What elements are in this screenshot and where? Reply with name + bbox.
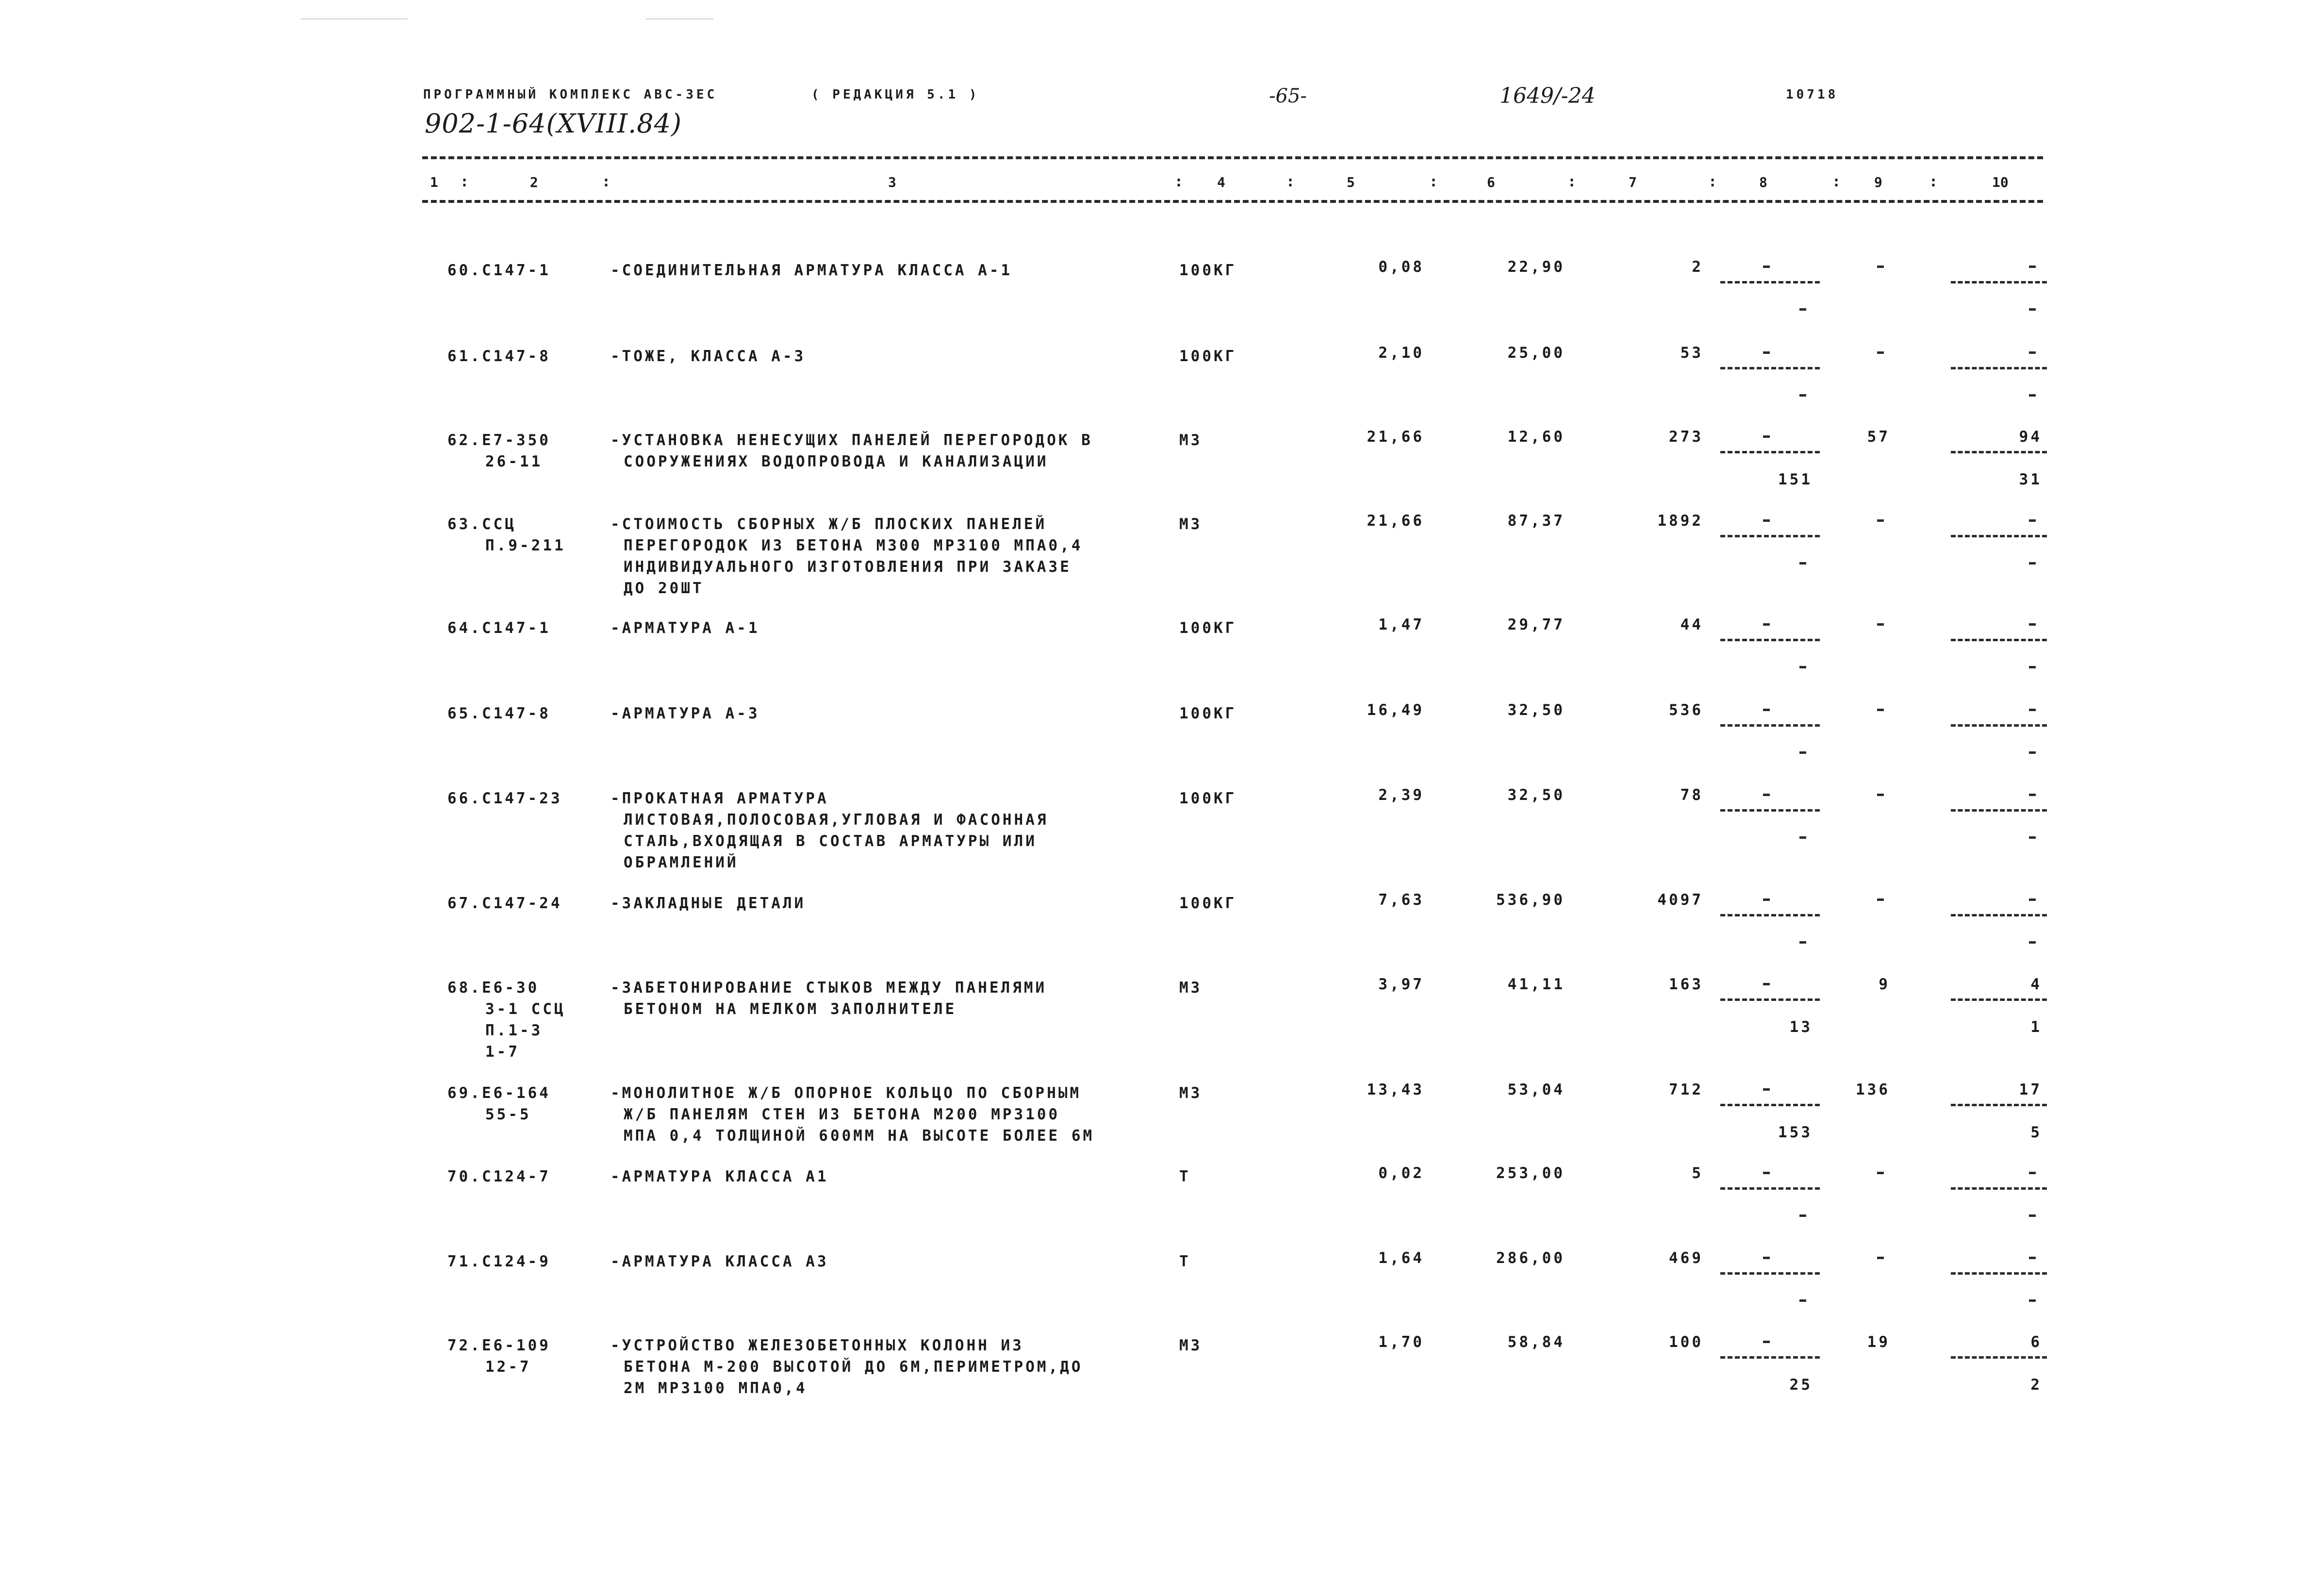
row-col8-top xyxy=(1763,709,1770,711)
row-code: 12-7 xyxy=(485,1358,531,1376)
row-col8-fraction-line xyxy=(1720,535,1820,537)
row-col8-bottom xyxy=(1799,562,1806,565)
row-code: 70.С124-7 xyxy=(447,1168,551,1185)
row-description: -АРМАТУРА А-3 xyxy=(610,705,760,722)
column-number-10: 10 xyxy=(1992,174,2009,190)
row-col10-bottom: 2 xyxy=(2030,1376,2042,1394)
row-code: 71.С124-9 xyxy=(447,1253,551,1270)
row-total: 536 xyxy=(1669,701,1703,719)
row-col9 xyxy=(1877,519,1884,522)
row-col10-bottom xyxy=(2029,1299,2036,1302)
row-quantity: 7,63 xyxy=(1378,891,1424,909)
row-unit-price: 32,50 xyxy=(1507,701,1565,719)
column-separator: : xyxy=(1929,173,1938,190)
row-col8-fraction-line xyxy=(1720,1356,1820,1359)
row-col10-bottom: 31 xyxy=(2019,471,2042,488)
row-col8-top xyxy=(1763,266,1770,268)
row-col8-bottom xyxy=(1799,751,1806,754)
row-col8-top xyxy=(1763,623,1770,626)
row-description: БЕТОНА М-200 ВЫСОТОЙ ДО 6М,ПЕРИМЕТРОМ,ДО xyxy=(624,1358,1083,1376)
row-col8-fraction-line xyxy=(1720,914,1820,916)
row-col8-bottom: 25 xyxy=(1789,1376,1813,1394)
row-unit-price: 22,90 xyxy=(1507,258,1565,276)
row-code: П.9-211 xyxy=(485,537,566,554)
row-col9 xyxy=(1877,898,1884,901)
row-col8-top xyxy=(1763,983,1770,985)
row-code: 68.Е6-30 xyxy=(447,979,540,997)
row-col8-top xyxy=(1763,1341,1770,1343)
column-number-1: 1 xyxy=(430,174,438,190)
row-quantity: 3,97 xyxy=(1378,976,1424,993)
row-description: -СОЕДИНИТЕЛЬНАЯ АРМАТУРА КЛАССА А-1 xyxy=(610,262,1013,279)
column-number-2: 2 xyxy=(530,174,538,190)
row-col8-bottom xyxy=(1799,666,1806,668)
row-description: -ЗАКЛАДНЫЕ ДЕТАЛИ xyxy=(610,895,806,912)
row-code: 62.Е7-350 xyxy=(447,432,551,449)
row-col9: 136 xyxy=(1856,1081,1890,1098)
row-col8-top xyxy=(1763,519,1770,522)
row-col8-fraction-line xyxy=(1720,1187,1820,1190)
row-col8-top xyxy=(1763,435,1770,438)
row-unit: 100КГ xyxy=(1179,705,1237,722)
row-description: БЕТОНОМ НА МЕЛКОМ ЗАПОЛНИТЕЛЕ xyxy=(624,1000,957,1018)
row-col10-fraction-line xyxy=(1951,1272,2047,1275)
column-separator: : xyxy=(1174,173,1184,190)
project-code: 902-1-64(XVIII.84) xyxy=(425,108,682,139)
row-col9 xyxy=(1877,794,1884,796)
row-quantity: 2,10 xyxy=(1378,344,1424,362)
row-col8-bottom xyxy=(1799,394,1806,397)
row-col8-fraction-line xyxy=(1720,998,1820,1001)
scan-artifact xyxy=(645,18,713,19)
row-quantity: 1,47 xyxy=(1378,616,1424,633)
row-quantity: 1,70 xyxy=(1378,1333,1424,1351)
row-unit-price: 536,90 xyxy=(1496,891,1565,909)
row-col8-top xyxy=(1763,898,1770,901)
row-col10-fraction-line xyxy=(1951,367,2047,369)
row-col10-fraction-line xyxy=(1951,1187,2047,1190)
column-number-7: 7 xyxy=(1629,174,1637,190)
edition-label: ( РЕДАКЦИЯ 5.1 ) xyxy=(811,87,980,102)
row-col9 xyxy=(1877,623,1884,626)
row-description: МПА 0,4 ТОЛЩИНОЙ 600ММ НА ВЫСОТЕ БОЛЕЕ 6М xyxy=(624,1127,1095,1145)
row-unit: М3 xyxy=(1179,515,1203,533)
row-unit-price: 29,77 xyxy=(1507,616,1565,633)
row-col8-bottom xyxy=(1799,836,1806,839)
row-col9 xyxy=(1877,1257,1884,1259)
row-total: 4097 xyxy=(1657,891,1703,909)
row-unit: 100КГ xyxy=(1179,619,1237,637)
row-description: -УСТРОЙСТВО ЖЕЛЕЗОБЕТОННЫХ КОЛОНН ИЗ xyxy=(610,1337,1024,1354)
row-col10-top xyxy=(2029,266,2036,268)
row-col9: 57 xyxy=(1867,428,1890,446)
row-total: 44 xyxy=(1680,616,1703,633)
row-unit-price: 253,00 xyxy=(1496,1164,1565,1182)
row-col8-fraction-line xyxy=(1720,639,1820,641)
row-description: ЛИСТОВАЯ,ПОЛОСОВАЯ,УГЛОВАЯ И ФАСОННАЯ xyxy=(624,811,1049,829)
row-col8-top xyxy=(1763,1172,1770,1174)
row-col8-fraction-line xyxy=(1720,1272,1820,1275)
row-unit: М3 xyxy=(1179,979,1203,997)
column-separator: : xyxy=(1429,173,1438,190)
column-number-8: 8 xyxy=(1759,174,1767,190)
row-col9: 9 xyxy=(1879,976,1890,993)
row-col8-bottom: 13 xyxy=(1789,1018,1813,1036)
row-col8-bottom xyxy=(1799,308,1806,311)
row-code: 63.ССЦ xyxy=(447,515,516,533)
row-col10-top: 4 xyxy=(2030,976,2042,993)
row-col10-top: 94 xyxy=(2019,428,2042,446)
row-unit: Т xyxy=(1179,1168,1191,1185)
row-col8-top xyxy=(1763,351,1770,354)
row-total: 163 xyxy=(1669,976,1703,993)
row-col10-top xyxy=(2029,351,2036,354)
row-description: -АРМАТУРА КЛАССА А1 xyxy=(610,1168,829,1185)
scan-artifact xyxy=(301,18,408,19)
row-col9 xyxy=(1877,709,1884,711)
column-separator: : xyxy=(1286,173,1295,190)
page-number: -65- xyxy=(1269,85,1307,107)
row-col10-top xyxy=(2029,519,2036,522)
row-unit: Т xyxy=(1179,1253,1191,1270)
row-col10-top xyxy=(2029,1257,2036,1259)
row-col8-bottom: 151 xyxy=(1778,471,1813,488)
row-quantity: 21,66 xyxy=(1367,428,1424,446)
column-separator: : xyxy=(460,173,469,190)
row-unit: М3 xyxy=(1179,1084,1203,1102)
table-top-rule xyxy=(422,156,2043,159)
row-col10-bottom xyxy=(2029,666,2036,668)
row-unit-price: 58,84 xyxy=(1507,1333,1565,1351)
row-col10-fraction-line xyxy=(1951,535,2047,537)
row-unit: М3 xyxy=(1179,1337,1203,1354)
row-code: 61.С147-8 xyxy=(447,348,551,365)
row-unit: 100КГ xyxy=(1179,348,1237,365)
row-description: -МОНОЛИТНОЕ Ж/Б ОПОРНОЕ КОЛЬЦО ПО СБОРНЫМ xyxy=(610,1084,1082,1102)
row-col8-fraction-line xyxy=(1720,724,1820,727)
column-separator: : xyxy=(1832,173,1841,190)
row-description: 2М МРЗ100 МПА0,4 xyxy=(624,1380,808,1397)
row-description: Ж/Б ПАНЕЛЯМ СТЕН ИЗ БЕТОНА М200 МРЗ100 xyxy=(624,1106,1060,1123)
row-quantity: 1,64 xyxy=(1378,1249,1424,1267)
column-separator: : xyxy=(1567,173,1577,190)
column-separator: : xyxy=(602,173,611,190)
row-quantity: 21,66 xyxy=(1367,512,1424,530)
row-col10-bottom xyxy=(2029,394,2036,397)
row-description: СООРУЖЕНИЯХ ВОДОПРОВОДА И КАНАЛИЗАЦИИ xyxy=(624,453,1049,470)
row-col10-top: 6 xyxy=(2030,1333,2042,1351)
row-description: -УСТАНОВКА НЕНЕСУЩИХ ПАНЕЛЕЙ ПЕРЕГОРОДОК В xyxy=(610,432,1093,449)
row-description: -ПРОКАТНАЯ АРМАТУРА xyxy=(610,790,829,807)
row-col9 xyxy=(1877,1172,1884,1174)
row-description: -АРМАТУРА КЛАССА А3 xyxy=(610,1253,829,1270)
row-description: ДО 20ШТ xyxy=(624,580,704,597)
row-col10-fraction-line xyxy=(1951,281,2047,283)
row-col10-fraction-line xyxy=(1951,451,2047,453)
row-description: -АРМАТУРА А-1 xyxy=(610,619,760,637)
row-col10-bottom xyxy=(2029,751,2036,754)
row-code: 66.С147-23 xyxy=(447,790,562,807)
row-col8-top xyxy=(1763,794,1770,796)
column-number-9: 9 xyxy=(1874,174,1882,190)
row-unit-price: 25,00 xyxy=(1507,344,1565,362)
row-description: -СТОИМОСТЬ СБОРНЫХ Ж/Б ПЛОСКИХ ПАНЕЛЕЙ xyxy=(610,515,1047,533)
row-col8-bottom xyxy=(1799,1299,1806,1302)
row-col8-bottom xyxy=(1799,1214,1806,1217)
row-code: 65.С147-8 xyxy=(447,705,551,722)
row-unit-price: 41,11 xyxy=(1507,976,1565,993)
row-col8-fraction-line xyxy=(1720,809,1820,812)
row-quantity: 0,02 xyxy=(1378,1164,1424,1182)
program-title: ПРОГРАММНЫЙ КОМПЛЕКС АВС-3ЕС xyxy=(423,87,718,102)
row-col9 xyxy=(1877,266,1884,268)
row-total: 53 xyxy=(1680,344,1703,362)
row-col10-top xyxy=(2029,794,2036,796)
row-col8-bottom: 153 xyxy=(1778,1124,1813,1141)
row-col10-top xyxy=(2029,1172,2036,1174)
row-total: 2 xyxy=(1692,258,1703,276)
row-total: 5 xyxy=(1692,1164,1703,1182)
column-separator: : xyxy=(1708,173,1717,190)
row-code: 3-1 ССЦ xyxy=(485,1000,566,1018)
row-col8-top xyxy=(1763,1088,1770,1091)
row-col10-bottom: 5 xyxy=(2030,1124,2042,1141)
row-col10-bottom: 1 xyxy=(2030,1018,2042,1036)
row-unit: 100КГ xyxy=(1179,262,1237,279)
row-description: ИНДИВИДУАЛЬНОГО ИЗГОТОВЛЕНИЯ ПРИ ЗАКАЗЕ xyxy=(624,558,1071,576)
row-total: 469 xyxy=(1669,1249,1703,1267)
row-col10-fraction-line xyxy=(1951,809,2047,812)
row-col10-fraction-line xyxy=(1951,639,2047,641)
row-quantity: 0,08 xyxy=(1378,258,1424,276)
row-col10-fraction-line xyxy=(1951,914,2047,916)
row-col10-fraction-line xyxy=(1951,998,2047,1001)
row-code: 72.Е6-109 xyxy=(447,1337,551,1354)
row-code: 64.С147-1 xyxy=(447,619,551,637)
row-col10-bottom xyxy=(2029,941,2036,944)
row-quantity: 2,39 xyxy=(1378,786,1424,804)
row-col10-fraction-line xyxy=(1951,1104,2047,1106)
row-col9: 19 xyxy=(1867,1333,1890,1351)
row-code: П.1-3 xyxy=(485,1022,543,1039)
row-col8-fraction-line xyxy=(1720,1104,1820,1106)
row-unit: М3 xyxy=(1179,432,1203,449)
row-total: 273 xyxy=(1669,428,1703,446)
row-code: 55-5 xyxy=(485,1106,531,1123)
row-unit-price: 53,04 xyxy=(1507,1081,1565,1098)
row-code: 69.Е6-164 xyxy=(447,1084,551,1102)
row-unit-price: 12,60 xyxy=(1507,428,1565,446)
row-col10-bottom xyxy=(2029,308,2036,311)
table-header-rule xyxy=(422,200,2043,203)
column-number-4: 4 xyxy=(1217,174,1225,190)
sheet-code: 1649/-24 xyxy=(1500,83,1596,108)
row-code: 1-7 xyxy=(485,1043,520,1061)
row-col10-bottom xyxy=(2029,1214,2036,1217)
row-col8-fraction-line xyxy=(1720,281,1820,283)
row-code: 26-11 xyxy=(485,453,543,470)
row-description: ПЕРЕГОРОДОК ИЗ БЕТОНА М300 МРЗ100 МПА0,4 xyxy=(624,537,1083,554)
row-unit: 100КГ xyxy=(1179,790,1237,807)
row-col10-bottom xyxy=(2029,562,2036,565)
row-col8-fraction-line xyxy=(1720,451,1820,453)
row-col10-top xyxy=(2029,623,2036,626)
row-total: 712 xyxy=(1669,1081,1703,1098)
row-total: 1892 xyxy=(1657,512,1703,530)
row-description: -ЗАБЕТОНИРОВАНИЕ СТЫКОВ МЕЖДУ ПАНЕЛЯМИ xyxy=(610,979,1047,997)
row-quantity: 13,43 xyxy=(1367,1081,1424,1098)
row-quantity: 16,49 xyxy=(1367,701,1424,719)
column-number-3: 3 xyxy=(888,174,896,190)
row-total: 100 xyxy=(1669,1333,1703,1351)
row-unit: 100КГ xyxy=(1179,895,1237,912)
row-col8-fraction-line xyxy=(1720,367,1820,369)
row-code: 60.С147-1 xyxy=(447,262,551,279)
row-col10-top: 17 xyxy=(2019,1081,2042,1098)
row-col10-top xyxy=(2029,898,2036,901)
row-description: -ТОЖЕ, КЛАССА А-3 xyxy=(610,348,806,365)
document-number: 10718 xyxy=(1786,87,1839,102)
row-unit-price: 87,37 xyxy=(1507,512,1565,530)
row-col10-fraction-line xyxy=(1951,724,2047,727)
row-description: СТАЛЬ,ВХОДЯЩАЯ В СОСТАВ АРМАТУРЫ ИЛИ xyxy=(624,832,1037,850)
column-number-6: 6 xyxy=(1487,174,1495,190)
row-unit-price: 32,50 xyxy=(1507,786,1565,804)
row-total: 78 xyxy=(1680,786,1703,804)
row-col10-top xyxy=(2029,709,2036,711)
row-unit-price: 286,00 xyxy=(1496,1249,1565,1267)
row-col10-fraction-line xyxy=(1951,1356,2047,1359)
row-description: ОБРАМЛЕНИЙ xyxy=(624,854,739,871)
row-col8-bottom xyxy=(1799,941,1806,944)
row-col9 xyxy=(1877,351,1884,354)
column-number-5: 5 xyxy=(1347,174,1355,190)
row-col8-top xyxy=(1763,1257,1770,1259)
row-col10-bottom xyxy=(2029,836,2036,839)
row-code: 67.С147-24 xyxy=(447,895,562,912)
